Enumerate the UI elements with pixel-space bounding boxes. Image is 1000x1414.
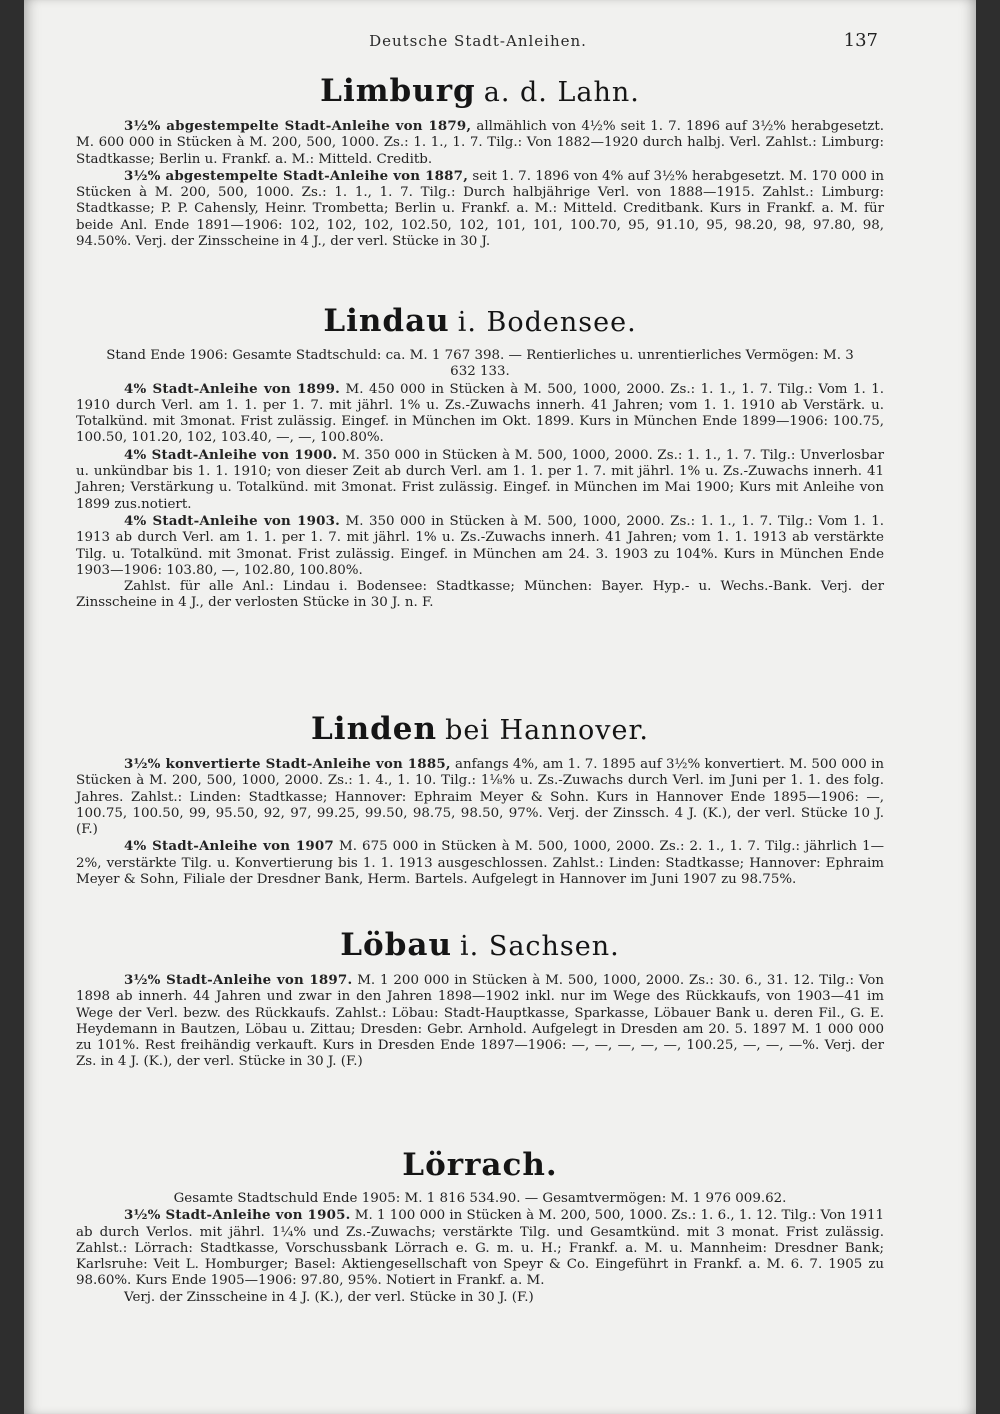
payment-info (76, 579, 884, 612)
loan-details: Zahlst. für alle Anl.: Lindau i. Bodensee: Stadtkasse; München: Bayer. Hyp.- u. Wechs.-Bank. Verj. der Zinsscheine in 4 J., der verlosten Stücke in 30 J. n. F. (76, 579, 884, 611)
loan-title: 4% Stadt-Anleihe von 1900. (124, 446, 338, 463)
book-page (24, 0, 976, 1414)
loan-details: M. 675 000 in Stücken à M. 500, 1000, 2000. Zs.: 2. 1., 1. 7. Tilg.: jährlich 1—2%, verstärkte Tilg. u. Konvertierung bis 1. 1. 1913 ausgeschlossen. Zahlst.: Linden: Stadtkasse; Hannover: Ephraim Meyer & Sohn, Filiale der Dresdner Bank, Herm. Bartels. Aufgelegt in Hannover im Juni 1907 zu 98.75%. (76, 839, 884, 888)
place-name: Löbau (340, 927, 453, 963)
debt-summary: Stand Ende 1906: Gesamte Stadtschuld: ca. M. 1 767 398. — Rentierliches u. unrentierliches Vermögen: M. 3 632 133. (106, 348, 854, 380)
loan-details: Verj. der Zinsscheine in 4 J. (K.), der verl. Stücke in 30 J. (F.) (124, 1289, 534, 1305)
section-loerrach (76, 1148, 884, 1306)
loan-entry (76, 1207, 884, 1289)
place-name: Linden (311, 711, 438, 747)
loan-title: 3½% abgestempelte Stadt-Anleihe von 1879, (124, 118, 472, 134)
loan-title: 3½% abgestempelte Stadt-Anleihe von 1887, (124, 167, 469, 184)
section-lindau (76, 304, 884, 612)
debt-summary: Gesamte Stadtschuld Ende 1905: M. 1 816 534.90. — Gesamtvermögen: M. 1 976 009.62. (173, 1191, 787, 1206)
section-limburg (76, 74, 884, 250)
loan-details: M. 350 000 in Stücken à M. 500, 1000, 2000. Zs.: 1. 1., 1. 7. Tilg.: Unverlosbar u. unkündbar bis 1. 1. 1910; von dieser Zeit ab durch Verl. am 1. 1. per 1. 7. mit jährl. 1% u. Zs.-Zuwachs innerh. 41 Jahren; Verstärkung u. Totalkünd. mit 3monat. Frist zulässig. Eingef. in München im Mai 1900; Kurs mit Anleihe von 1899 zus.notiert. (76, 447, 884, 512)
place-name: Lörrach. (402, 1147, 558, 1183)
loan-title: 4% Stadt-Anleihe von 1899. (124, 380, 341, 397)
loan-details: M. 350 000 in Stücken à M. 500, 1000, 2000. Zs.: 1. 1., 1. 7. Tilg.: Vom 1. 1. 1913 ab durch Verl. am 1. 1. per 1. 7. mit jährl. 1% u. Zs.-Zuwachs innerh. 41 Jahren; vom 1. 1. 1913 ab verstärkte Tilg. u. Totalkünd. mit 3monat. Frist zulässig. Eingef. in München am 24. 3. 1903 zu 104%. Kurs in München Ende 1903—1906: 103.80, —, 102.80, 100.80%. (76, 513, 884, 578)
place-name: Limburg (320, 73, 476, 109)
running-head: Deutsche Stadt-Anleihen. (369, 32, 587, 50)
place-suffix: a. d. Lahn. (483, 77, 640, 108)
section-linden (76, 712, 884, 888)
loan-entry (76, 972, 884, 1071)
loan-entry (76, 118, 884, 168)
place-suffix: i. Bodensee. (457, 307, 637, 338)
loan-details: allmählich von 4½% seit 1. 7. 1896 auf 3½% herabgesetzt. M. 600 000 in Stücken à M. 200, 500, 1000. Zs.: 1. 1., 1. 7. Tilg.: Von 1882—1920 durch halbj. Verl. Zahlst.: Limburg: Stadtkasse; Berlin u. Frankf. a. M.: Mitteld. Creditb. (76, 119, 884, 167)
loan-details: M. 450 000 in Stücken à M. 500, 1000, 2000. Zs.: 1. 1., 1. 7. Tilg.: Vom 1. 1. 1910 durch Verl. am 1. 1. per 1. 7. mit jährl. 1% u. Zs.-Zuwachs innerh. 41 Jahren; vom 1. 1. 1910 ab Verstärk. u. Totalkünd. mit 3monat. Frist zulässig. Eingef. in München im Okt. 1899. Kurs in München Ende 1899—1906: 100.75, 100.50, 101.20, 102, 103.40, —, —, 100.80%. (76, 381, 884, 446)
page-number: 137 (843, 30, 878, 51)
loan-details: seit 1. 7. 1896 von 4% auf 3½% herabgesetzt. M. 170 000 in Stücken à M. 200, 500, 1000. Zs.: 1. 1., 1. 7. Tilg.: Durch halbjährige Verl. von 1888—1915. Zahlst.: Limburg: Stadtkasse; P. P. Cahensly, Heinr. Trombetta; Berlin u. Frankf. a. M.: Mitteld. Creditbank. Kurs in Frankf. a. M. für beide Anl. Ende 1891—1906: 102, 102, 102, 102.50, 102, 101, 101, 100.70, 95, 91.10, 95, 98.20, 98, 97.80, 98, 94.50%. Verj. der Zinsscheine in 4 J., der verl. Stücke in 30 J. (76, 168, 885, 250)
place-suffix: bei Hannover. (445, 715, 649, 746)
section-heading (76, 74, 884, 110)
loan-entry (76, 838, 884, 888)
loan-title: 3½% Stadt-Anleihe von 1897. (124, 972, 353, 988)
loan-title: 3½% konvertierte Stadt-Anleihe von 1885, (124, 756, 451, 772)
loan-details: M. 1 200 000 in Stücken à M. 500, 1000, 2000. Zs.: 30. 6., 31. 12. Tilg.: Von 1898 ab innerh. 44 Jahren und zwar in den Jahren 1898—1902 inkl. nur im Wege des Rückkaufs, von 1903—41 im Wege der Verl. bezw. des Rückkaufs. Zahlst.: Löbau: Stadt-Hauptkasse, Sparkasse, Löbauer Bank u. deren Fil., G. E. Heydemann in Bautzen, Löbau u. Zittau; Dresden: Gebr. Arnhold. Aufgelegt in Dresden am 20. 5. 1897 M. 1 000 000 zu 101%. Rest freihändig verkauft. Kurs in Dresden Ende 1897—1906: —, —, —, —, —, 100.25, —, —, —%. Verj. der Zs. in 4 J. (K.), der verl. Stücke in 30 J. (F.) (76, 973, 884, 1070)
loan-entry (76, 756, 884, 838)
section-heading (76, 712, 884, 748)
loan-entry (76, 447, 884, 513)
loan-details: M. 1 100 000 in Stücken à M. 200, 500, 1000. Zs.: 1. 6., 1. 12. Tilg.: Von 1911 ab durch Verlos. mit jährl. 1¼% und Zs.-Zuwachs; verstärkte Tilg. und Gesamtkünd. mit 3 monat. Frist zulässig. Zahlst.: Lörrach: Stadtkasse, Vorschussbank Lörrach e. G. m. u. H.; Frankf. a. M. u. Mannheim: Dresdner Bank; Karlsruhe: Veit L. Homburger; Basel: Aktiengesellschaft von Speyr & Co. Eingeführt in Frankf. a. M. 6. 7. 1905 zu 98.60%. Kurs Ende 1905—1906: 97.80, 95%. Notiert in Frankf. a. M. (76, 1208, 884, 1289)
loan-entry (76, 168, 884, 250)
payment-info (76, 1290, 884, 1306)
section-heading (76, 304, 884, 340)
loan-title: 4% Stadt-Anleihe von 1907 (124, 838, 334, 855)
place-suffix: i. Sachsen. (460, 931, 620, 962)
section-heading (76, 1148, 884, 1183)
loan-title: 3½% Stadt-Anleihe von 1905. (124, 1207, 351, 1224)
loan-entry (76, 381, 884, 447)
place-name: Lindau (323, 303, 450, 339)
section-loebau (76, 928, 884, 1071)
section-heading (76, 928, 884, 964)
loan-details: anfangs 4%, am 1. 7. 1895 auf 3½% konvertiert. M. 500 000 in Stücken à M. 200, 500, 1000, 2000. Zs.: 1. 4., 1. 10. Tilg.: 1⅛% u. Zs.-Zuwachs durch Verl. im Juni per 1. 1. des folg. Jahres. Zahlst.: Linden: Stadtkasse; Hannover: Ephraim Meyer & Sohn. Kurs in Hannover Ende 1895—1906: —, 100.75, 100.50, 99, 95.50, 92, 97, 99.25, 99.50, 98.75, 98.50, 97%. Verj. der Zinssch. 4 J. (K.), der verl. Stücke 10 J. (F.) (76, 757, 884, 838)
loan-title: 4% Stadt-Anleihe von 1903. (124, 512, 341, 529)
loan-entry (76, 513, 884, 579)
